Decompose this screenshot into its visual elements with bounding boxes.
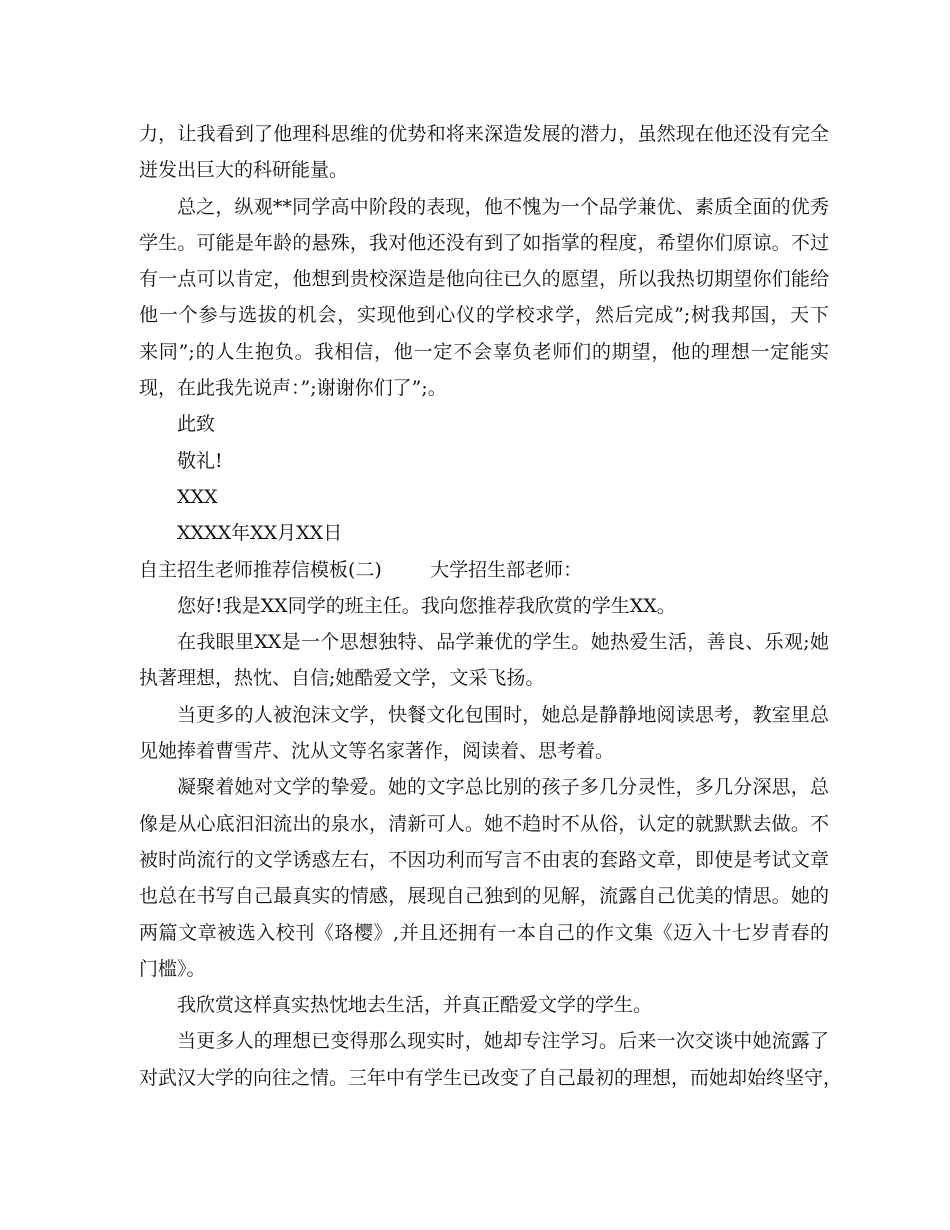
text-line: 现，在此我先说声：”;谢谢你们了”;。 [139, 377, 447, 400]
text-line: 他一个参与选拔的机会，实现他到心仪的学校求学，然后完成”;树我邦国，天下 [139, 304, 829, 327]
paragraph-first-line: 凝聚着她对文学的挚爱。她的文字总比别的孩子多几分灵性，多几分深思，总 [177, 776, 829, 799]
text-line: 像是从心底汩汩流出的泉水，清新可人。她不趋时不从俗，认定的就默默去做。不 [139, 812, 829, 835]
paragraph-first-line: 在我眼里XX是一个思想独特、品学兼优的学生。她热爱生活，善良、乐观;她 [177, 631, 829, 654]
text-line: 来同”;的人生抱负。我相信，他一定不会辜负老师们的期望，他的理想一定能实 [139, 340, 829, 363]
section-heading: 自主招生老师推荐信模板(二) 大学招生部老师： [139, 558, 583, 581]
paragraph-first-line: 我欣赏这样真实热忱地去生活，并真正酷爱文学的学生。 [177, 994, 653, 1017]
text-line: 执著理想，热忱、自信;她酷爱文学，文采飞扬。 [139, 667, 545, 690]
text-line: 门槛》。 [139, 957, 206, 980]
text-line: 也总在书写自己最真实的情感，展现自己独到的见解，流露自己优美的情思。她的 [139, 885, 829, 908]
paragraph-first-line: 当更多人的理想已变得那么现实时，她却专注学习。后来一次交谈中她流露了 [177, 1030, 829, 1053]
signature-name: XXX [177, 485, 218, 508]
text-line: 学生。可能是年龄的悬殊，我对他还没有到了如指掌的程度，希望你们原谅。不过 [139, 231, 829, 254]
text-line: 对武汉大学的向往之情。三年中有学生已改变了自己最初的理想，而她却始终坚守， [139, 1066, 843, 1089]
closing-regards: 敬礼! [177, 449, 223, 472]
greeting-line: 您好!我是XX同学的班主任。我向您推荐我欣赏的学生XX。 [177, 594, 676, 617]
text-line: 有一点可以肯定，他想到贵校深造是他向往已久的愿望，所以我热切期望你们能给 [139, 268, 829, 291]
paragraph-first-line: 总之，纵观**同学高中阶段的表现，他不愧为一个品学兼优、素质全面的优秀 [177, 195, 829, 218]
text-line: 力，让我看到了他理科思维的优势和将来深造发展的潜力，虽然现在他还没有完全 [139, 123, 829, 145]
text-line: 见她捧着曹雪芹、沈从文等名家著作，阅读着、思考着。 [139, 740, 615, 763]
letter-body [139, 116, 843, 1096]
signature-date: XXXX年XX月XX日 [177, 522, 343, 545]
closing-salutation: 此致 [177, 413, 216, 436]
paragraph-first-line: 当更多的人被泡沫文学，快餐文化包围时，她总是静静地阅读思考，教室里总 [177, 703, 829, 726]
text-line: 两篇文章被选入校刊《珞樱》,并且还拥有一本自己的作文集《迈入十七岁青春的 [139, 921, 829, 944]
text-line: 被时尚流行的文学诱惑左右，不因功利而写言不由衷的套路文章，即使是考试文章 [139, 848, 829, 871]
text-line: 迸发出巨大的科研能量。 [139, 159, 349, 182]
